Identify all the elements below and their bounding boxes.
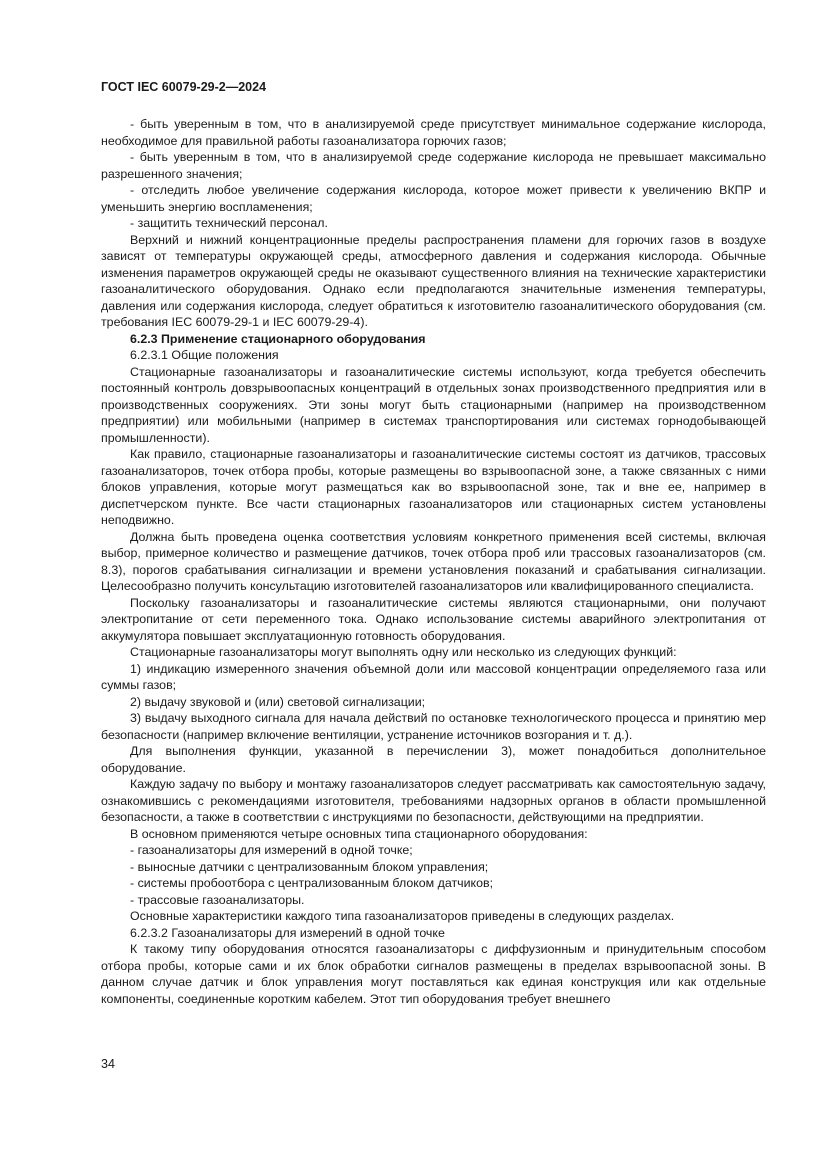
list-item-dash: - выносные датчики с централизованным блоком управления; xyxy=(130,859,489,874)
paragraph: Основные характеристики каждого типа газоанализаторов приведены в следующих разделах. xyxy=(130,909,675,923)
list-item-dash: - защитить технический персонал. xyxy=(130,216,328,230)
paragraph: Поскольку газоанализаторы и газоаналитические системы являются стационарными, они получают электропитание от сети переменного тока. Однако использование системы аварийного электропитания от аккумулятора повышает эксплуатационную готовность оборудования. xyxy=(101,595,766,643)
list-item-dash: - трассовые газоанализаторы. xyxy=(130,892,305,907)
paragraph: Стационарные газоанализаторы могут выполнять одну или несколько из следующих функций: xyxy=(130,645,677,659)
numbered-item: 3) выдачу выходного сигнала для начала действий по остановке технологического процесса и принятию мер безопасности (например включение вентиляции, устранение источников возгорания и т. д.). xyxy=(101,711,766,742)
list-item-dash: - быть уверенным в том, что в анализируемой среде содержание кислорода не превышает максимально разрешенного значения; xyxy=(101,150,766,181)
list-item-dash: - системы пробоотбора с централизованным блоком датчиков; xyxy=(130,876,494,890)
list-item-dash: - газоанализаторы для измерений в одной точке; xyxy=(130,843,413,857)
document-body xyxy=(101,116,766,1007)
paragraph: Стационарные газоанализаторы и газоаналитические системы используют, когда требуется обеспечить постоянный контроль довзрывоопасных концентраций в отдельных зонах производственного предприятия или в производственных сооружениях. Эти зоны могут быть стационарными (например на производственном предприятии) или мобильными (например в системах транспортирования или системах горнодобывающей промышленности). xyxy=(101,364,766,445)
paragraph: Каждую задачу по выбору и монтажу газоанализаторов следует рассматривать как самостоятельную задачу, ознакомившись с рекомендациями изготовителя, требованиями надзорных органов в области промышленной безопасности, а также в соответствии с инструкциями по безопасности, действующими на предприятии. xyxy=(101,777,766,824)
document-header: ГОСТ IEC 60079-29-2—2024 xyxy=(101,80,267,94)
list-item-dash: - быть уверенным в том, что в анализируемой среде присутствует минимальное содержание кислорода, необходимое для правильной работы газоанализатора горючих газов; xyxy=(101,117,766,148)
list-item-dash: - отследить любое увеличение содержания кислорода, которое может привести к увеличению ВКПР и уменьшить энергию воспламенения; xyxy=(101,183,766,214)
subsection-heading: 6.2.3.2 Газоанализаторы для измерений в одной точке xyxy=(130,925,445,940)
paragraph: Для выполнения функции, указанной в перечислении 3), может понадобиться дополнительное оборудование. xyxy=(101,744,766,775)
paragraph: Верхний и нижний концентрационные пределы распространения пламени для горючих газов в воздухе зависят от температуры окружающей среды, атмосферного давления и содержания кислорода. Обычные изменения параметров окружающей среды не оказывают существенного влияния на технические характеристики газоаналитического оборудования. Однако если предполагаются значительные изменения температуры, давления или содержания кислорода, следует обратиться к изготовителю газоаналитического оборудования (см. требования IEC 60079-29-1 и IEC 60079-29-4). xyxy=(101,232,766,329)
paragraph: Должна быть проведена оценка соответствия условиям конкретного применения всей системы, включая выбор, примерное количество и размещение датчиков, точек отбора проб или трассовых газоанализаторов (см. 8.3), порогов срабатывания сигнализации и времени установления показаний и срабатывания сигнализации. Целесообразно получить консультацию изготовителей газоанализаторов или квалифицированного специалиста. xyxy=(101,529,766,593)
paragraph: Как правило, стационарные газоанализаторы и газоаналитические системы состоят из датчиков, трассовых газоанализаторов, точек отбора пробы, которые размещены во взрывоопасной зоне, а также связанных с ними блоков управления, которые могут размещаться как во взрывоопасной зоне, так и вне ее, например в диспетчерском пункте. Все части стационарных газоанализаторов или стационарных систем установлены неподвижно. xyxy=(101,447,766,527)
paragraph: В основном применяются четыре основных типа стационарного оборудования: xyxy=(130,826,588,841)
subsection-heading: 6.2.3.1 Общие положения xyxy=(130,348,279,362)
paragraph: К такому типу оборудования относятся газоанализаторы с диффузионным и принудительным способом отбора пробы, которые сами и их блок обработки сигналов размещены в пределах взрывоопасной зоны. В данном случае датчик и блок управления могут поставляться как единая конструкция или как отдельные компоненты, соединенные коротким кабелем. Этот тип оборудования требует внешнего xyxy=(101,942,766,1006)
numbered-item: 1) индикацию измеренного значения объемной доли или массовой концентрации определяемого газа или суммы газов; xyxy=(101,661,766,692)
numbered-item: 2) выдачу звуковой и (или) световой сигнализации; xyxy=(130,694,426,709)
section-heading: 6.2.3 Применение стационарного оборудования xyxy=(130,331,426,346)
page-number: 34 xyxy=(101,1057,115,1071)
